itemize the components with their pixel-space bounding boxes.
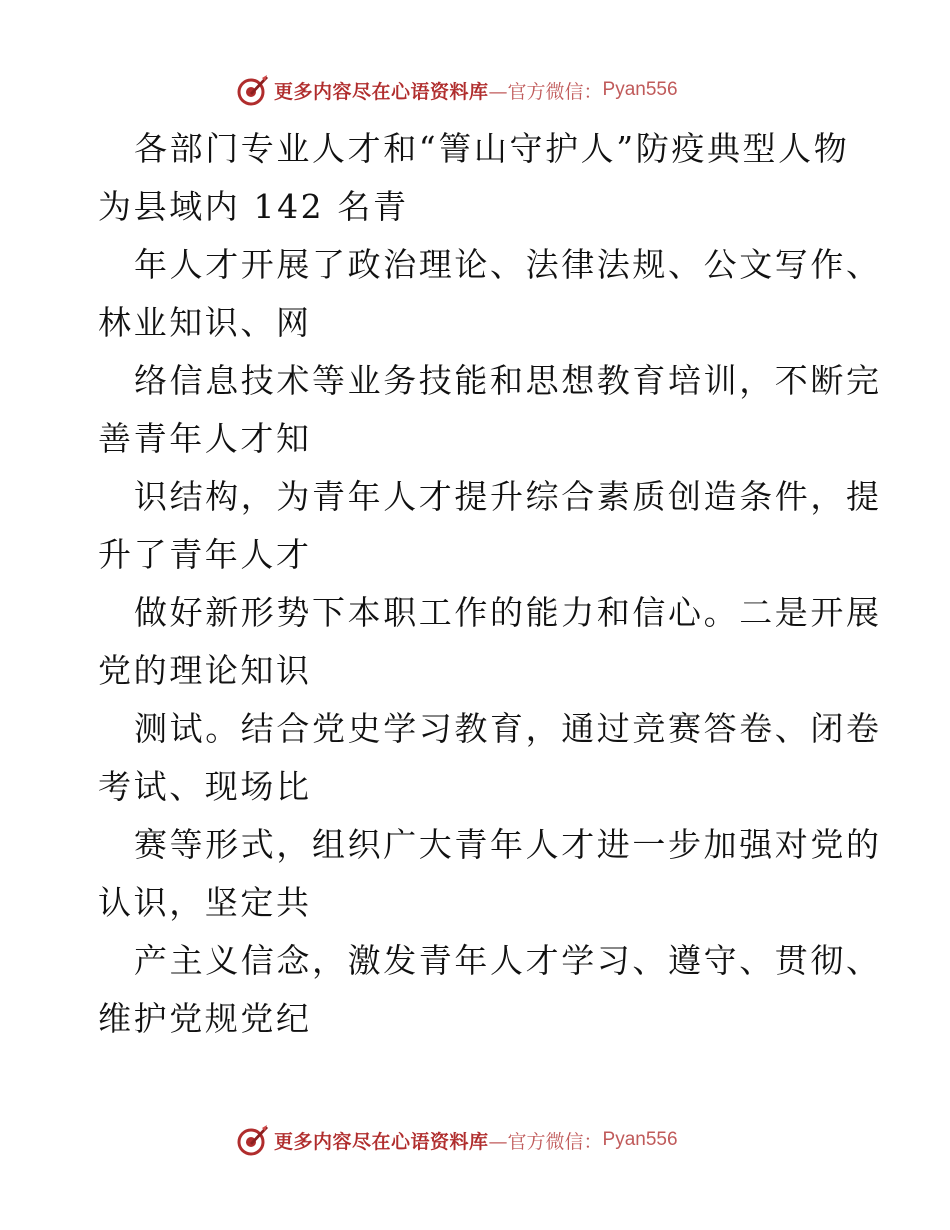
watermark-wechat-id: Pyan556 <box>602 79 678 100</box>
watermark-separator: —官方微信： <box>488 1130 603 1153</box>
text-line: 产主义信念，激发青年人才学习、遵守、贯彻、 <box>134 941 882 980</box>
watermark-separator: —官方微信： <box>488 80 603 103</box>
text-line: 赛等形式，组织广大青年人才进一步加强对党的 <box>134 825 882 864</box>
text-line: 络信息技术等业务技能和思想教育培训，不断完 <box>134 361 882 400</box>
text-line: 党的理论知识 <box>98 651 312 690</box>
text-line: 林业知识、网 <box>98 303 312 342</box>
watermark-main-text: 更多内容尽在心语资料库 <box>274 1130 489 1153</box>
text-line: 善青年人才知 <box>98 419 312 458</box>
quill-logo-icon <box>236 73 270 107</box>
text-line: 做好新形势下本职工作的能力和信心。二是开展 <box>134 593 882 632</box>
footer-watermark <box>236 1122 678 1158</box>
text-line: 维护党规党纪 <box>98 999 312 1038</box>
text-line: 考试、现场比 <box>98 767 312 806</box>
text-line: 各部门专业人才和“箐山守护人”防疫典型人物 <box>134 129 850 168</box>
quill-logo-icon <box>236 1123 270 1157</box>
text-line: 升了青年人才 <box>98 535 312 574</box>
text-line: 年人才开展了政治理论、法律法规、公文写作、 <box>134 245 882 284</box>
watermark-wechat-id: Pyan556 <box>602 1129 678 1150</box>
header-watermark <box>236 72 678 108</box>
text-line: 为县域内 142 名青 <box>98 187 409 226</box>
text-line: 测试。结合党史学习教育，通过竞赛答卷、闭卷 <box>134 709 882 748</box>
watermark-main-text: 更多内容尽在心语资料库 <box>274 80 489 103</box>
document-body <box>98 120 882 1048</box>
text-line: 识结构，为青年人才提升综合素质创造条件，提 <box>134 477 882 516</box>
text-line: 认识，坚定共 <box>98 883 312 922</box>
